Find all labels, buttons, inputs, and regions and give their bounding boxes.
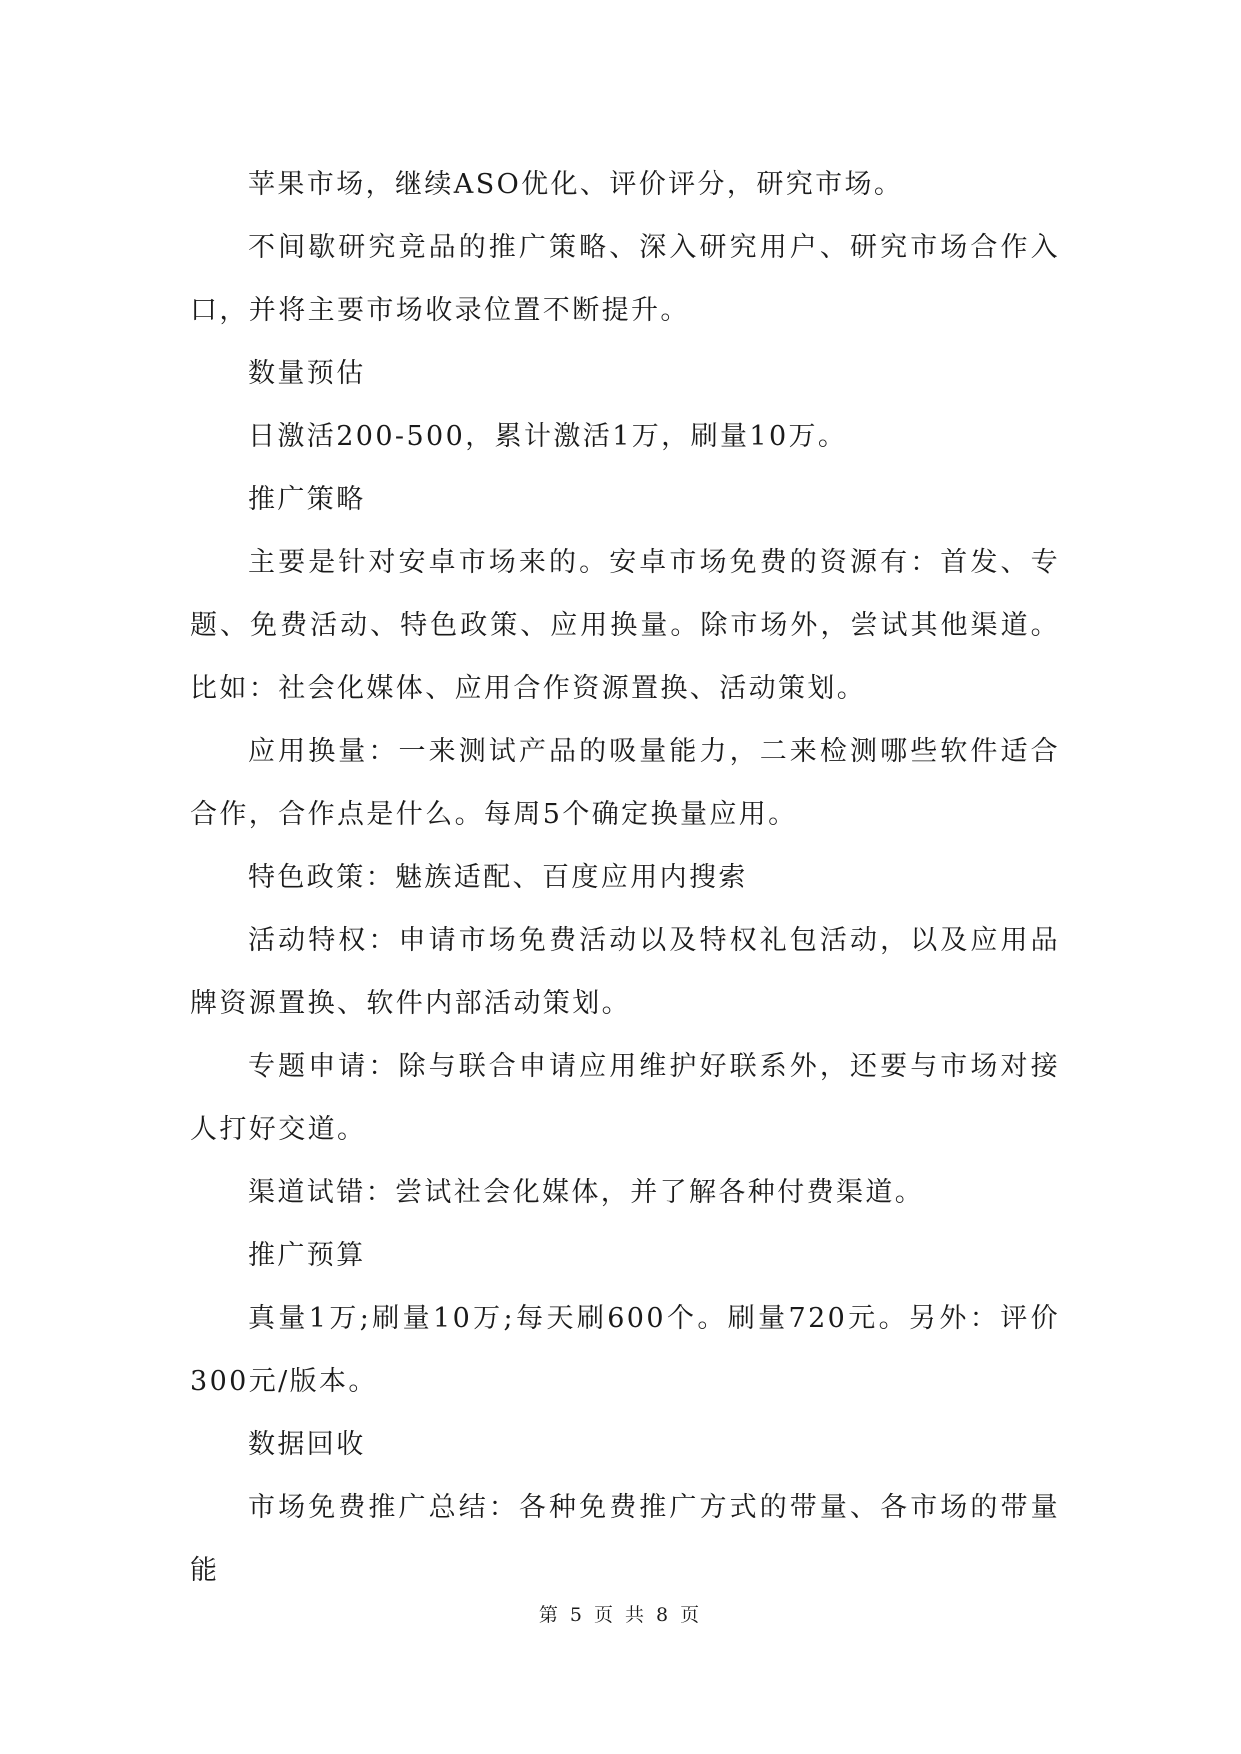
- paragraph-channel-trial: 渠道试错：尝试社会化媒体，并了解各种付费渠道。: [248, 1177, 925, 1208]
- paragraph-apple-market: 苹果市场，继续ASO优化、评价评分，研究市场。: [248, 169, 904, 200]
- paragraph-android-resources: 主要是针对安卓市场来的。安卓市场免费的资源有：首发、专题、免费活动、特色政策、应用换量。除市场外，尝试其他渠道。比如：社会化媒体、应用合作资源置换、活动策划。: [190, 547, 1060, 704]
- paragraph-app-exchange: 应用换量：一来测试产品的吸量能力，二来检测哪些软件适合合作，合作点是什么。每周5个确定换量应用。: [190, 736, 1060, 830]
- paragraph-special-policy: 特色政策：魅族适配、百度应用内搜索: [248, 862, 748, 893]
- heading-promotion-strategy: 推广策略: [248, 484, 366, 515]
- document-body: [190, 153, 1060, 1602]
- heading-quantity-estimate: 数量预估: [248, 358, 366, 389]
- page-number-footer: 第 5 页 共 8 页: [538, 1604, 703, 1626]
- heading-data-recovery: 数据回收: [248, 1429, 366, 1460]
- heading-promotion-budget: 推广预算: [248, 1240, 366, 1271]
- paragraph-topic-application: 专题申请：除与联合申请应用维护好联系外，还要与市场对接人打好交道。: [190, 1051, 1060, 1145]
- paragraph-activity-privilege: 活动特权：申请市场免费活动以及特权礼包活动，以及应用品牌资源置换、软件内部活动策划。: [190, 925, 1060, 1019]
- paragraph-competitor-research: 不间歇研究竞品的推广策略、深入研究用户、研究市场合作入口，并将主要市场收录位置不断提升。: [190, 232, 1060, 326]
- paragraph-budget-details: 真量1万;刷量10万;每天刷600个。刷量720元。另外：评价300元/版本。: [190, 1303, 1060, 1397]
- paragraph-activation-numbers: 日激活200-500，累计激活1万，刷量10万。: [248, 421, 848, 452]
- paragraph-free-promotion-summary: 市场免费推广总结：各种免费推广方式的带量、各市场的带量能: [190, 1492, 1060, 1586]
